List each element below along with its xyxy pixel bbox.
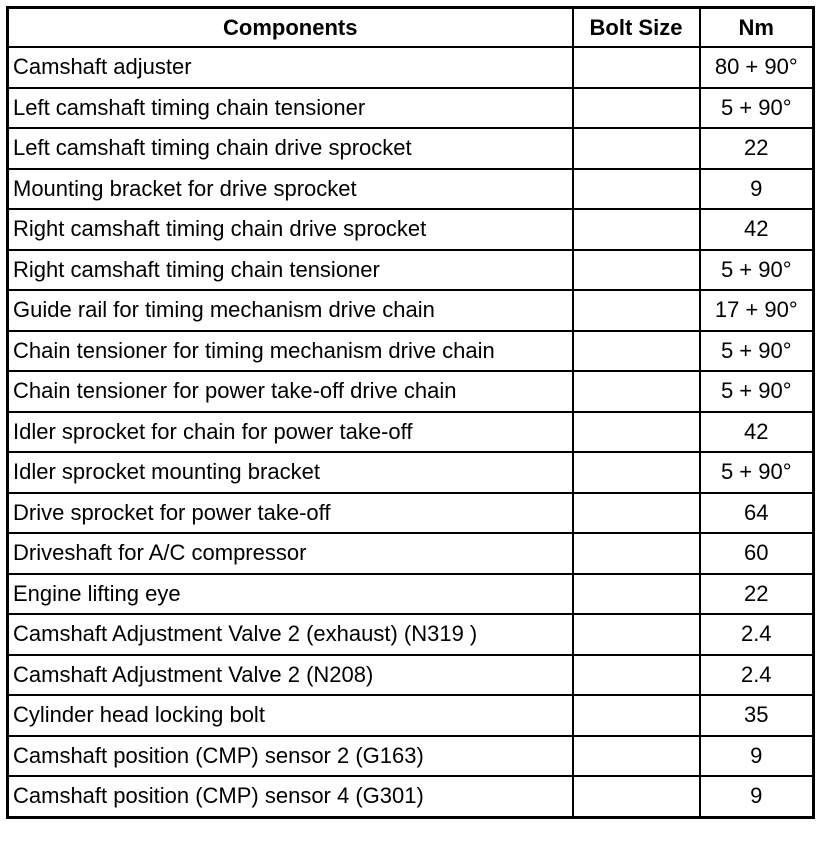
component-cell: Chain tensioner for power take-off drive chain <box>8 371 573 412</box>
bolt-size-cell <box>573 371 700 412</box>
component-cell: Camshaft position (CMP) sensor 2 (G163) <box>8 736 573 777</box>
bolt-size-cell <box>573 776 700 817</box>
bolt-size-cell <box>573 209 700 250</box>
table-row <box>8 128 814 169</box>
bolt-size-cell <box>573 250 700 291</box>
nm-cell: 5 + 90° <box>700 250 814 291</box>
bolt-size-cell <box>573 412 700 453</box>
nm-cell: 9 <box>700 736 814 777</box>
bolt-size-cell <box>573 88 700 129</box>
component-cell: Guide rail for timing mechanism drive chain <box>8 290 573 331</box>
column-header-nm: Nm <box>700 8 814 48</box>
nm-cell: 5 + 90° <box>700 452 814 493</box>
component-cell: Right camshaft timing chain tensioner <box>8 250 573 291</box>
bolt-size-cell <box>573 169 700 210</box>
component-cell: Chain tensioner for timing mechanism drive chain <box>8 331 573 372</box>
column-header-components: Components <box>8 8 573 48</box>
bolt-size-cell <box>573 533 700 574</box>
table-row <box>8 614 814 655</box>
component-cell: Camshaft adjuster <box>8 47 573 88</box>
column-header-bolt-size: Bolt Size <box>573 8 700 48</box>
table-row <box>8 412 814 453</box>
nm-cell: 2.4 <box>700 614 814 655</box>
table-row <box>8 574 814 615</box>
nm-cell: 42 <box>700 412 814 453</box>
table-row <box>8 88 814 129</box>
nm-cell: 9 <box>700 776 814 817</box>
table-row <box>8 209 814 250</box>
bolt-size-cell <box>573 47 700 88</box>
nm-cell: 80 + 90° <box>700 47 814 88</box>
table-row <box>8 290 814 331</box>
component-cell: Cylinder head locking bolt <box>8 695 573 736</box>
bolt-size-cell <box>573 736 700 777</box>
table-row <box>8 736 814 777</box>
component-cell: Camshaft Adjustment Valve 2 (N208) <box>8 655 573 696</box>
component-cell: Left camshaft timing chain drive sprocket <box>8 128 573 169</box>
bolt-size-cell <box>573 493 700 534</box>
table-row <box>8 493 814 534</box>
table-row <box>8 695 814 736</box>
nm-cell: 9 <box>700 169 814 210</box>
torque-spec-table <box>6 6 815 819</box>
table-row <box>8 452 814 493</box>
table-row <box>8 533 814 574</box>
table-header-row <box>8 8 814 48</box>
table-row <box>8 776 814 817</box>
component-cell: Drive sprocket for power take-off <box>8 493 573 534</box>
table-row <box>8 655 814 696</box>
component-cell: Left camshaft timing chain tensioner <box>8 88 573 129</box>
nm-cell: 60 <box>700 533 814 574</box>
bolt-size-cell <box>573 574 700 615</box>
nm-cell: 22 <box>700 574 814 615</box>
table-row <box>8 250 814 291</box>
table-row <box>8 47 814 88</box>
nm-cell: 42 <box>700 209 814 250</box>
nm-cell: 2.4 <box>700 655 814 696</box>
component-cell: Idler sprocket for chain for power take-off <box>8 412 573 453</box>
nm-cell: 5 + 90° <box>700 371 814 412</box>
component-cell: Mounting bracket for drive sprocket <box>8 169 573 210</box>
bolt-size-cell <box>573 655 700 696</box>
component-cell: Camshaft position (CMP) sensor 4 (G301) <box>8 776 573 817</box>
table-row <box>8 371 814 412</box>
bolt-size-cell <box>573 290 700 331</box>
bolt-size-cell <box>573 452 700 493</box>
component-cell: Camshaft Adjustment Valve 2 (exhaust) (N319 ) <box>8 614 573 655</box>
component-cell: Idler sprocket mounting bracket <box>8 452 573 493</box>
bolt-size-cell <box>573 128 700 169</box>
nm-cell: 17 + 90° <box>700 290 814 331</box>
nm-cell: 22 <box>700 128 814 169</box>
nm-cell: 5 + 90° <box>700 331 814 372</box>
component-cell: Engine lifting eye <box>8 574 573 615</box>
table-row <box>8 331 814 372</box>
component-cell: Driveshaft for A/C compressor <box>8 533 573 574</box>
nm-cell: 5 + 90° <box>700 88 814 129</box>
bolt-size-cell <box>573 331 700 372</box>
component-cell: Right camshaft timing chain drive sprocket <box>8 209 573 250</box>
nm-cell: 64 <box>700 493 814 534</box>
nm-cell: 35 <box>700 695 814 736</box>
table-row <box>8 169 814 210</box>
bolt-size-cell <box>573 614 700 655</box>
bolt-size-cell <box>573 695 700 736</box>
